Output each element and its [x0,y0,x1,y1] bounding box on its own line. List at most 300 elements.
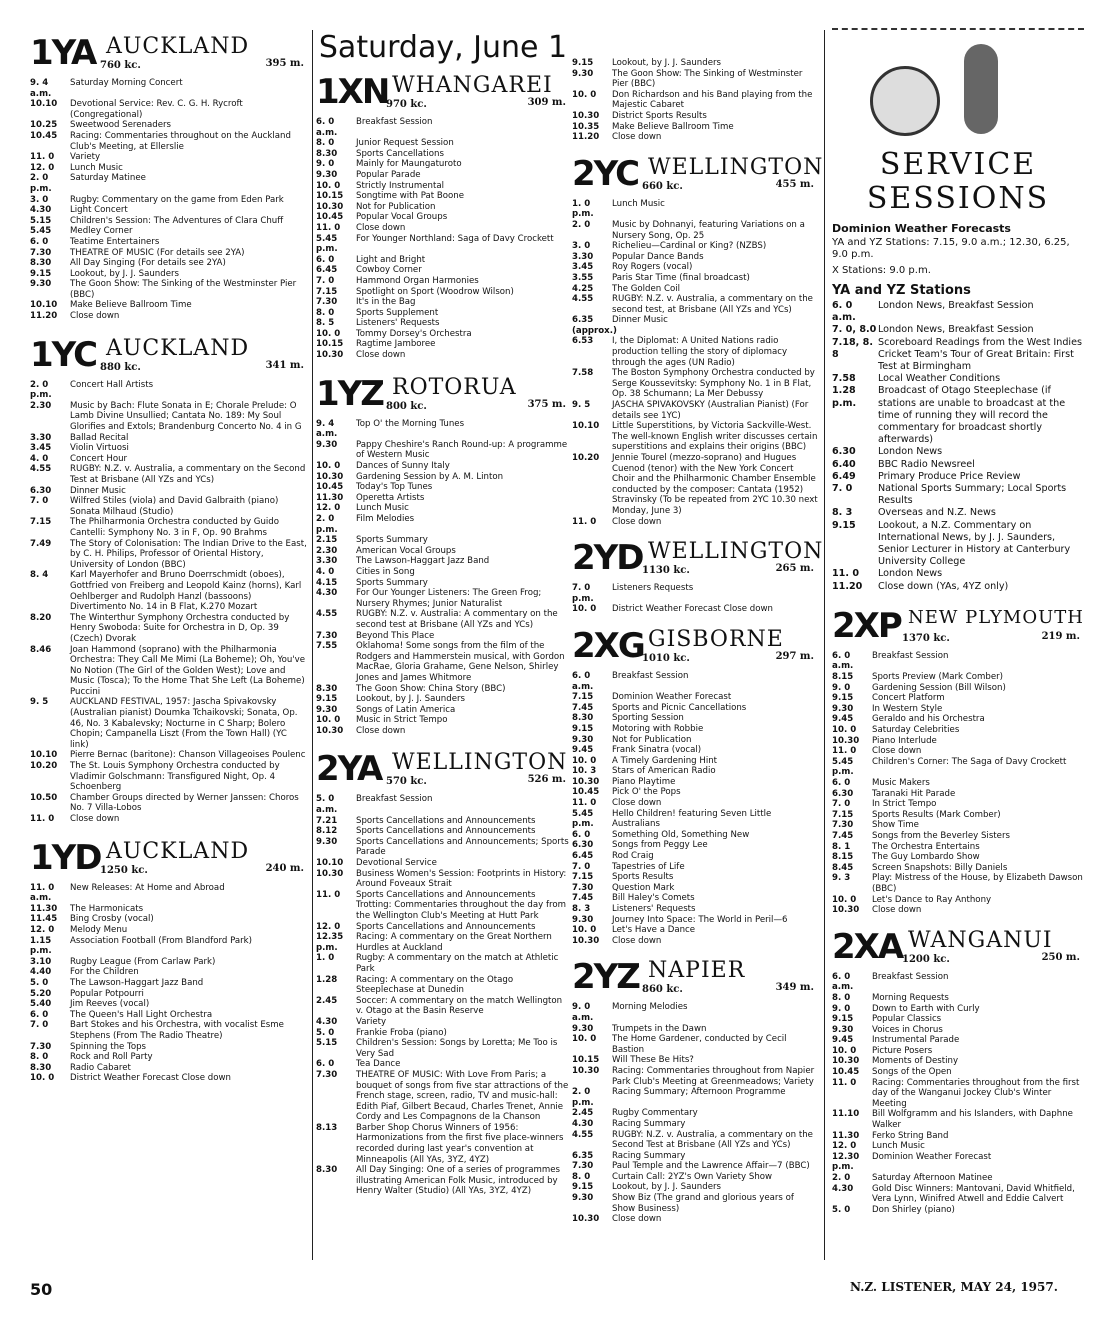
program-time: 9.30 [30,279,52,290]
program-item [572,1055,818,1066]
program-list [572,671,818,946]
program-title: Sports Cancellations and Announcements [356,826,536,837]
program-title: Saturday Celebrities [872,725,960,736]
program-title: London News [878,568,943,580]
program-item [832,568,1084,580]
program-item [832,337,1084,374]
station-city: ROTORUA [392,374,517,400]
program-time: 3.45 [30,443,52,454]
program-time: 7.55 [316,641,338,652]
station-wavelength: 250 m. [1041,951,1080,963]
program-title: Mainly for Maungaturoto [356,159,462,170]
program-time: 2. 0 [572,219,591,230]
station-call: 2YC [572,153,639,194]
program-item [316,255,570,266]
program-item [30,1010,308,1021]
program-title: Dinner Music [70,485,126,496]
program-time: 7.49 [30,538,52,549]
program-title: Racing Summary [612,1150,686,1161]
program-list [30,883,308,1084]
program-item [572,1214,818,1225]
program-item [316,472,570,483]
program-time: 7.30 [832,820,854,831]
program-title: Popular Potpourri [70,988,144,999]
program-time: 8. 0 [832,992,851,1003]
program-item [572,925,818,936]
program-title: Listeners Requests [612,583,694,594]
program-title: Film Melodies [356,514,415,524]
program-item [316,493,570,504]
station-city: WHANGAREI [392,73,553,98]
program-title: The Queen's Hall Light Orchestra [70,1009,213,1020]
program-time: 8. 0 [316,138,335,149]
program-item [572,872,818,883]
program-item [572,1151,818,1162]
program-time: 6.49 [832,470,856,482]
program-time: 2. 0 p.m. [30,173,52,194]
program-time: 10. 0 [572,755,597,766]
program-item [832,507,1084,519]
program-time: 12. 0 [30,924,55,935]
program-title: Songs from the Beverley Sisters [872,830,1010,841]
program-time: 2.15 [316,535,338,546]
program-time: 7. 0 [572,861,591,872]
program-title: District Sports Results [612,110,707,121]
program-title: Dances of Sunny Italy [356,461,450,472]
program-item [572,58,818,69]
program-time: 11. 0 [832,746,857,757]
program-title: Instrumental Parade [872,1035,960,1046]
program-time: 9.15 [832,1014,854,1025]
program-title: District Weather Forecast Close down [612,604,773,615]
program-time: 9. 4 a.m. [316,418,338,440]
program-item [316,149,570,160]
program-time: 4.25 [572,283,594,294]
program-title: Music Makers [872,778,930,788]
program-item [572,830,818,841]
station-header [30,34,308,78]
program-time: 7.45 [572,702,594,713]
program-item [316,694,570,705]
station-call: 1YC [30,334,97,375]
program-item [832,873,1084,894]
program-item [832,683,1084,694]
program-title: JASCHA SPIVAKOVSKY (Australian Pianist) (For details see 1YC) [612,400,809,421]
program-time: 8.30 [316,683,338,694]
program-title: Sports Cancellations and Announcements [356,921,536,932]
station-frequency: 880 kc. [100,361,141,373]
program-item [832,1025,1084,1036]
program-time: 10.30 [572,1065,600,1076]
program-item [30,814,308,825]
program-title: Racing: A commentary on the Great Northern Hurdles at Auckland [356,932,552,953]
program-item [572,851,818,862]
program-item [316,159,570,170]
program-item [30,131,308,152]
station-frequency: 760 kc. [100,60,141,71]
program-time: 8. 3 [832,507,853,519]
program-item [30,1063,308,1074]
program-item [30,793,308,814]
program-time: 7.15 [30,517,52,528]
program-title: Will These Be Hits? [612,1055,694,1066]
program-title: Pappy Cheshire's Ranch Round-up: A programme of Western Music [356,439,568,461]
program-item [832,520,1084,569]
station-header [572,538,824,583]
program-title: Hello Children! featuring Seven Little Australians [612,808,772,830]
program-title: Light Concert [70,205,128,216]
program-title: Close down [356,222,406,233]
program-item [832,1141,1084,1152]
program-title: Association Football (From Blandford Park) [70,935,253,946]
program-title: Not for Publication [612,734,692,745]
program-title: Radio Cabaret [70,1062,131,1073]
program-title: Close down [70,311,120,322]
program-title: Sporting Session [612,713,684,724]
station-header [572,627,818,671]
program-title: Motoring with Robbie [612,723,704,734]
program-list [316,794,570,1197]
program-time: 2.45 [572,1108,594,1119]
program-time: 12.35 p.m. [316,932,344,953]
program-title: Tapestries of Life [612,861,685,872]
program-item [316,191,570,202]
program-title: Overseas and N.Z. News [878,507,996,519]
program-title: Children's Session: Songs by Loretta; Me Too is Very Sad [356,1038,558,1059]
program-item [832,1152,1084,1173]
program-item [572,798,818,809]
program-time: 4.15 [316,577,338,588]
program-time: 10.25 [30,120,58,131]
program-time: 8.15 [832,672,854,683]
station-header [572,153,824,199]
program-item [316,609,570,630]
program-time: 6.35 (approx.) [572,315,617,336]
program-item [832,736,1084,747]
program-title: Morning Melodies [612,1002,688,1013]
program-item [832,1205,1084,1216]
program-time: 9.15 [572,1182,594,1193]
program-item [30,195,308,206]
program-title: Close down [612,1214,662,1225]
program-item [572,893,818,904]
program-title: Dominion Weather Forecast [872,1151,992,1162]
program-item [832,1004,1084,1015]
program-time: 5.15 [316,1038,338,1049]
program-time: 5. 0 [30,977,49,988]
program-title: Light and Bright [356,254,426,265]
program-title: Lunch Music [612,198,665,209]
program-time: 11.20 [832,580,863,592]
program-title: Bing Crosby (vocal) [70,914,154,925]
program-item [316,794,570,815]
program-time: 4.55 [572,294,594,305]
program-time: 5.40 [30,999,52,1010]
program-time: 6.40 [832,458,856,470]
program-item [832,714,1084,725]
program-title: Dinner Music [612,315,668,326]
program-title: Saturday Morning Concert [70,78,183,88]
program-list [316,117,570,361]
program-title: The Boston Symphony Orchestra conducted by Serge Koussevitsky: Symphony No. 1 in B Flat, Op. 38 Schumann; La Mer Debussy [612,368,815,400]
station-header [572,958,818,1002]
program-item [316,535,570,546]
program-time: 6. 0 a.m. [832,971,854,993]
program-time: 8.30 [572,713,594,724]
station-city: AUCKLAND [106,838,250,864]
program-time: 4.30 [572,1118,594,1129]
program-title: Teatime Entertainers [70,236,160,247]
program-title: Sports and Picnic Cancellations [612,702,747,713]
program-title: Devotional Service [356,858,437,869]
program-title: Show Biz (The grand and glorious years of Show Business) [612,1193,794,1214]
program-time: 6.45 [572,851,594,862]
program-time: 3. 0 [572,241,591,252]
program-title: Close down [612,798,662,809]
program-title: Tea Dance [356,1059,401,1070]
station-header [30,839,308,883]
program-item [832,993,1084,1004]
program-list [30,380,308,825]
program-time: 2. 0 [832,1173,851,1183]
program-item [572,1193,818,1214]
program-item [30,539,308,571]
column-rule [824,30,825,1260]
program-time: 8.45 [832,862,854,873]
program-time: 10.30 [572,935,600,946]
program-item [832,757,1084,778]
station-wavelength: 455 m. [775,178,814,190]
program-title: The Goon Show: The Sinking of Westminster Pier (BBC) [612,68,803,90]
program-title: Sports Supplement [356,307,439,318]
program-item [316,276,570,287]
program-item [30,443,308,454]
program-time: 11. 0 [832,568,860,580]
program-time: 1. 0 p.m. [572,198,594,220]
program-item [572,132,818,143]
program-title: Ferko String Band [872,1130,949,1141]
program-item [572,862,818,873]
program-title: The Goon Show: The Sinking of the Westminster Pier (BBC) [70,279,297,300]
program-title: Richelieu—Cardinal or King? (NZBS) [612,241,767,252]
program-time: 5.45 [30,226,52,237]
program-time: 8.30 [316,1165,338,1176]
program-item [572,1182,818,1193]
program-time: 8.20 [30,612,52,623]
program-title: The Home Gardener, conducted by Cecil Bastion [612,1034,787,1055]
program-title: Saturday Matinee [70,173,146,184]
program-time: 10. 0 [832,894,857,905]
station-city: WELLINGTON [392,750,568,776]
service-list [832,300,1084,593]
station-call: 2XP [832,605,901,646]
program-title: Sports Results [612,872,674,883]
program-time: 12. 0 [30,162,55,173]
program-time: 9. 5 [30,697,49,708]
program-time: 12.30 p.m. [832,1151,860,1173]
program-item [316,578,570,589]
program-title: Close down [612,132,662,143]
program-time: 11. 0 [316,889,341,900]
program-item [572,692,818,703]
program-time: 10.30 [316,725,344,736]
program-item [316,715,570,726]
program-item [572,252,818,263]
service-heading: Dominion Weather Forecasts [832,222,1011,235]
program-item [316,329,570,340]
program-item [832,831,1084,842]
program-item [832,778,1084,789]
program-time: 9. 0 [832,1003,851,1014]
program-title: Roy Rogers (vocal) [612,262,693,273]
program-item [832,820,1084,831]
program-time: 5.45 p.m. [316,233,338,255]
station-frequency: 1130 kc. [642,565,690,577]
program-title: Beyond This Place [356,630,435,641]
program-item [316,265,570,276]
program-time: 10.45 [832,1067,860,1078]
program-item [316,726,570,737]
program-item [316,826,570,837]
program-time: 7.21 [316,815,338,826]
program-time: 10. 0 [30,1073,55,1084]
program-item [832,905,1084,916]
station-header [316,375,570,419]
program-time: 11. 0 [572,516,597,527]
program-title: Lookout, by J. J. Saunders [612,58,721,68]
program-item [572,724,818,735]
program-time: 6.30 [832,788,854,799]
program-time: 6. 0 a.m. [832,650,854,672]
program-item [572,453,818,517]
program-time: 7.30 [316,1069,338,1080]
program-title: Dominion Weather Forecast [612,692,732,703]
program-title: Don Richardson and his Band playing from the Majestic Cabaret [612,89,813,111]
program-time: 9.30 [316,169,338,180]
program-title: Music in Strict Tempo [356,715,448,726]
program-title: Oklahoma! Some songs from the film of the Rodgers and Hammerstein musical, with Gordon MacRae, Gloria Grahame, Gene Nelson, Shirley Jones and James Whitmore [356,641,565,683]
program-item [832,385,1084,446]
program-title: Sports Cancellations and Announcements [356,889,536,900]
program-item [316,556,570,567]
program-item [316,932,570,953]
program-title: The Philharmonia Orchestra conducted by Guido Cantelli: Symphony No. 3 in F, Op. 90 Brahms [70,517,279,538]
program-item [832,842,1084,853]
program-item [30,486,308,497]
program-item [316,546,570,557]
program-item [572,122,818,133]
service-text: X Stations: 9.0 p.m. [832,265,931,276]
program-time: 6.53 [572,336,594,347]
program-title: Rugby: Commentary on the game from Eden Park [70,194,284,205]
program-title: For the Children [70,967,139,978]
station-city: GISBORNE [648,626,784,652]
program-time: 8. 4 [30,570,49,581]
program-time: 8. 0 [30,1052,49,1063]
program-title: Rugby League (From Carlaw Park) [70,956,216,967]
program-item [316,419,570,440]
program-time: 10.30 [572,1214,600,1225]
program-item [316,567,570,578]
program-time: 4. 0 [316,566,335,577]
program-time: 10.15 [316,339,344,350]
program-time: 10.45 [30,130,58,141]
program-item [572,400,818,421]
program-item [832,789,1084,800]
program-title: Listeners' Requests [356,318,440,329]
program-title: Lookout, by J. J. Saunders [612,1182,721,1193]
station-frequency: 660 kc. [642,180,683,192]
program-time: 10.10 [316,858,344,869]
program-title: All Day Singing (For details see 2YA) [70,258,226,269]
program-item [832,672,1084,683]
program-time: 2.30 [30,400,52,411]
program-title: Don Shirley (piano) [872,1204,955,1215]
clock-icon [870,66,940,136]
program-title: Trotting: Commentaries throughout the day from the Wellington Club's Meeting at Hutt Park [356,900,566,921]
station-wavelength: 297 m. [775,650,814,662]
program-item [572,883,818,894]
program-title: Today's Top Tunes [356,482,433,493]
program-title: Close down (YAs, 4YZ only) [878,580,1009,592]
program-time: 5.20 [30,988,52,999]
program-list [572,199,818,527]
program-title: Breakfast Session [356,117,433,127]
station-call: 2YA [316,749,382,790]
station-wavelength: 526 m. [527,774,566,786]
program-title: Lookout, by J. J. Saunders [356,694,465,705]
station-city: WELLINGTON [648,154,824,180]
program-item [572,517,818,528]
program-time: 7.45 [832,830,854,841]
program-time: 10. 0 [572,925,597,936]
program-time: 2. 0 p.m. [30,379,52,401]
program-item [316,234,570,255]
station-call: 2YD [572,538,643,579]
program-item [832,810,1084,821]
program-time: 4.40 [30,967,52,978]
program-title: RUGBY: N.Z. v. Australia, a commentary on the Second Test at Brisbane (All YZs and YCs) [612,1129,813,1151]
program-time: 4.30 [316,588,338,599]
program-title: Close down [356,350,406,361]
program-time: 3.45 [572,262,594,273]
program-time: 3. 0 [30,194,49,205]
program-time: 10.30 [572,776,600,787]
program-item [316,212,570,223]
program-time: 1.15 p.m. [30,935,52,957]
program-time: 10.30 [832,905,860,916]
program-title: It's in the Bag [356,297,416,308]
program-title: Concert Platform [872,693,945,704]
program-item [316,482,570,493]
program-item [316,816,570,827]
program-item [572,604,818,615]
program-item [832,693,1084,704]
program-item [30,904,308,915]
program-item [832,1046,1084,1057]
program-title: Sports Preview (Mark Comber) [872,672,1003,683]
program-title: Sports Cancellations and Announcements [356,815,536,826]
program-title: Karl Mayerhofer and Bruno Doerrschmidt (oboes), Gottfried von Freiberg and Leopold Kainz (horns), Karl Oehlberger and Rudolph Hanzl (bassoons) Divertimento No. 14 in B Flat, K.270 Mozart [70,570,302,613]
page-number: 50 [30,1280,53,1299]
program-item [316,684,570,695]
program-item [832,1056,1084,1067]
program-time: 6.30 [572,840,594,851]
program-title: Songs from Peggy Lee [612,840,708,851]
station-city: WANGANUI [908,927,1053,953]
program-item [30,1073,308,1084]
program-time: 4.30 [30,205,52,216]
